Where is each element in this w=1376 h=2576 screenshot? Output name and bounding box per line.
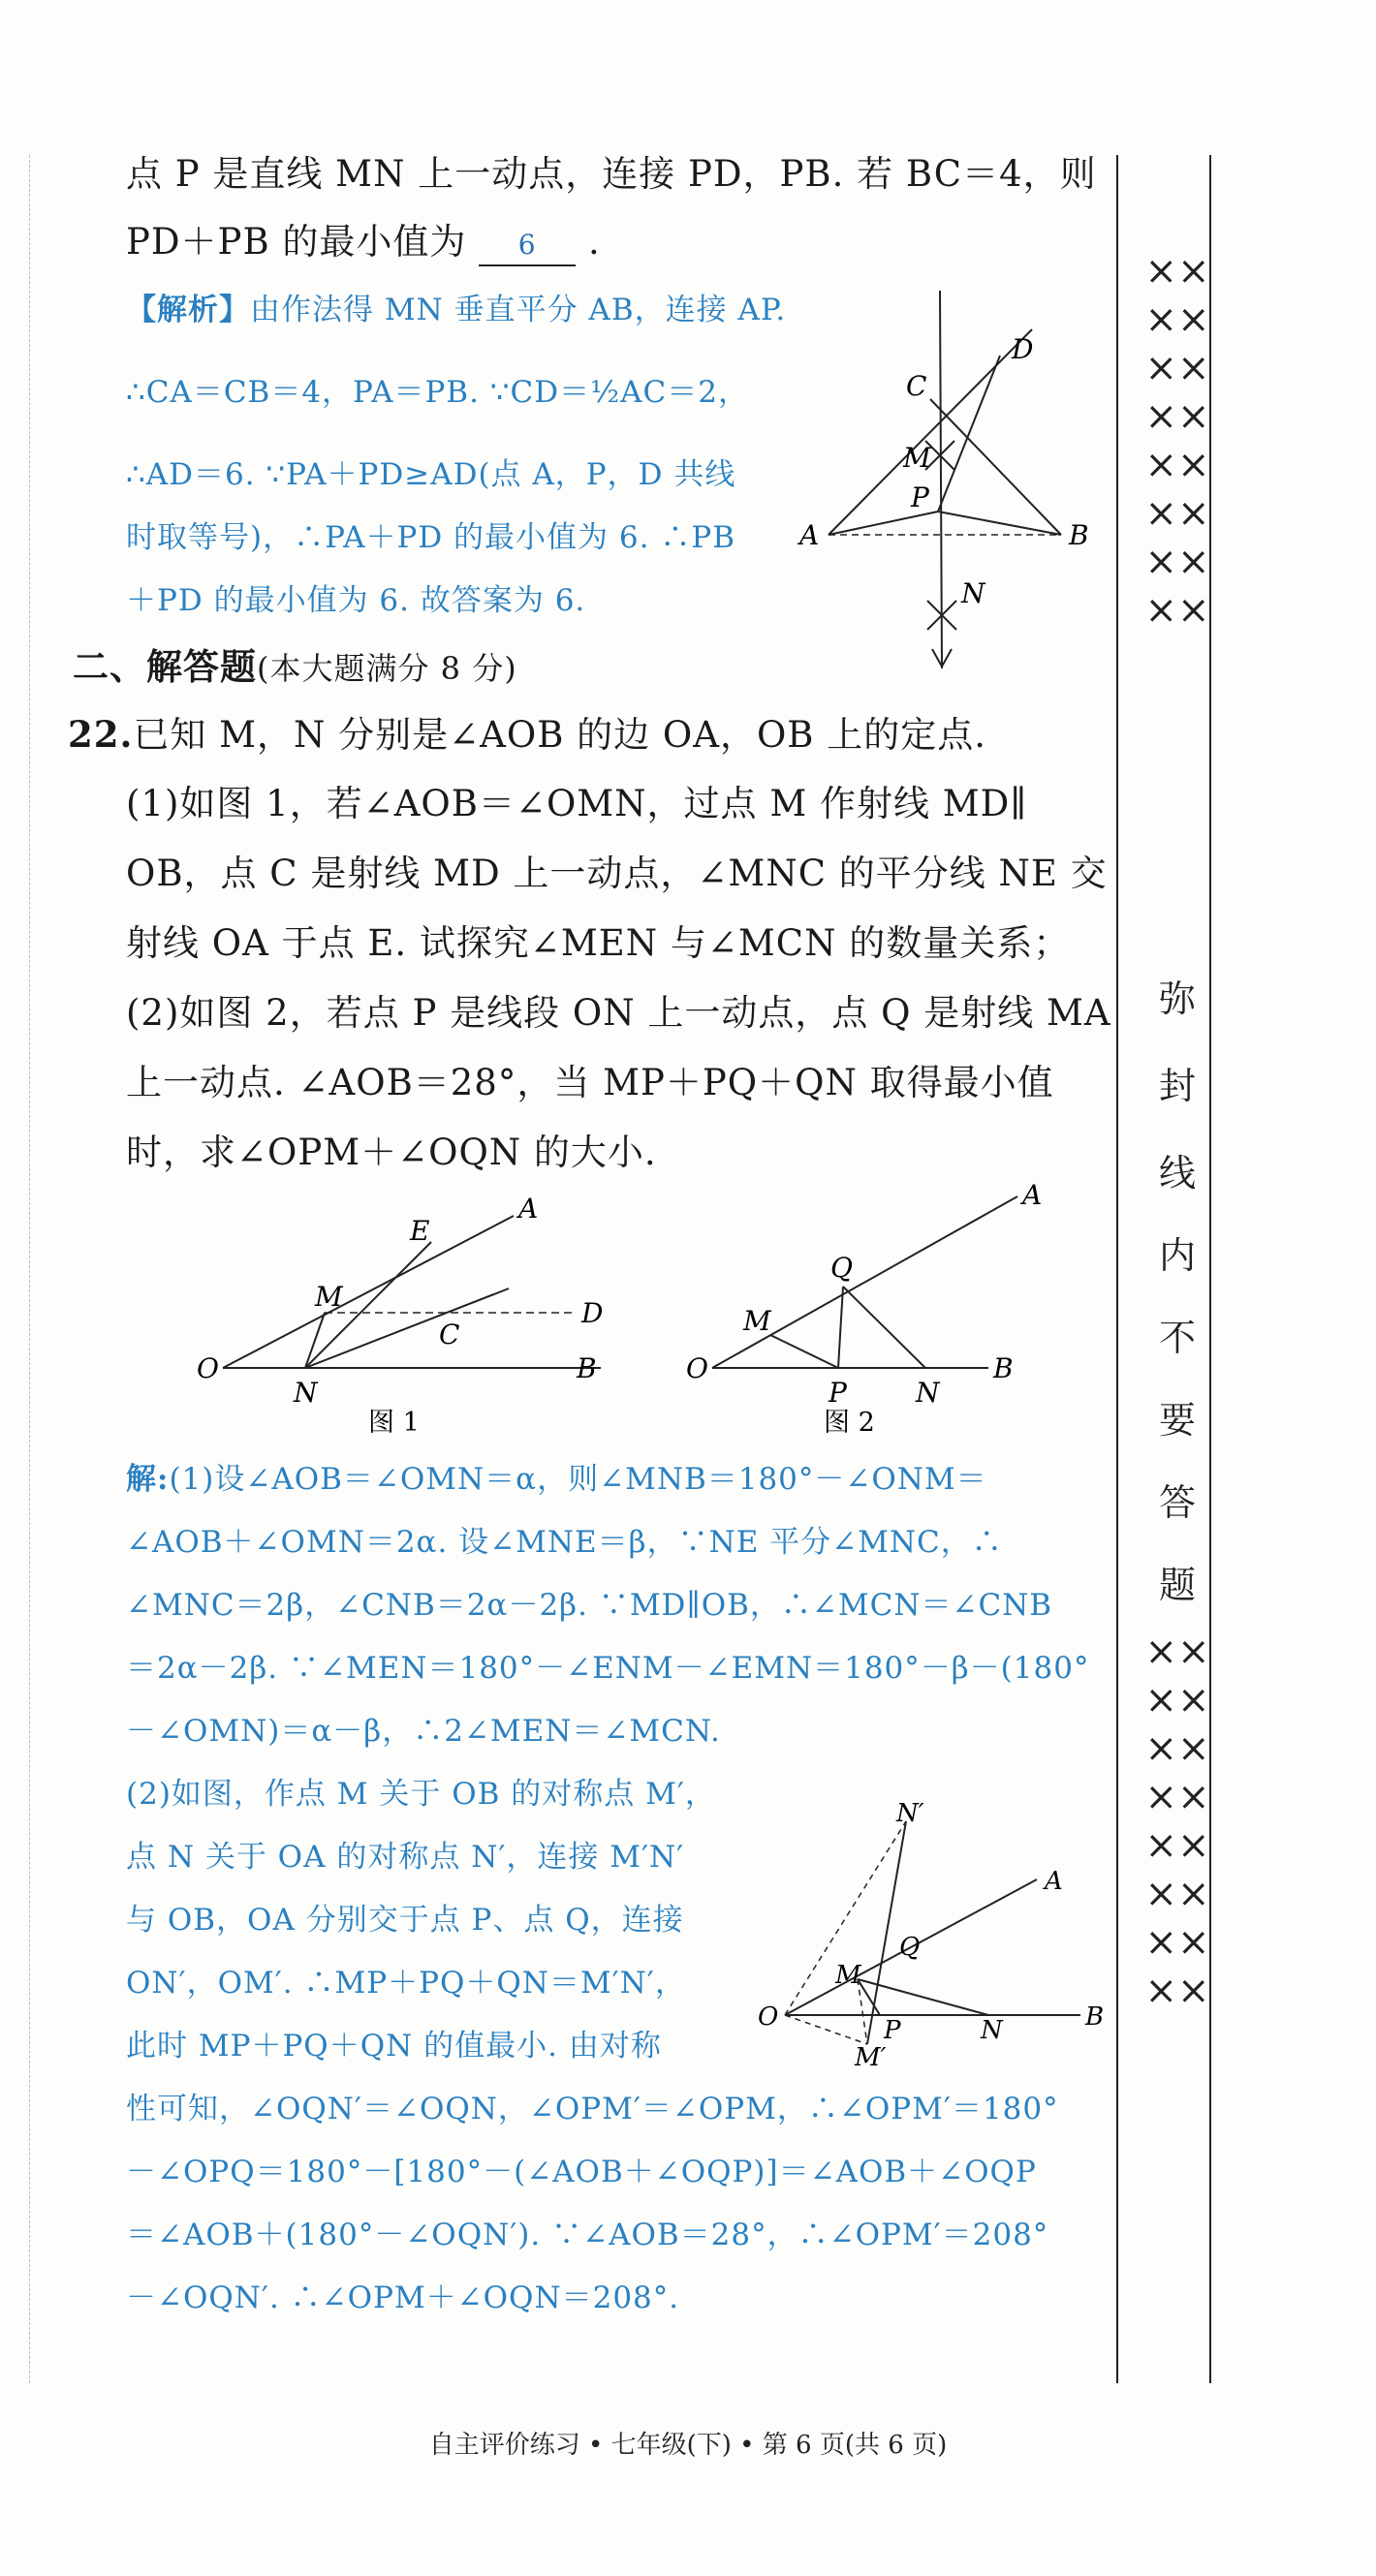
seal-char-7: 题: [1158, 1564, 1196, 1606]
fig2-label-n: N: [916, 1377, 940, 1409]
seal-char-4: 不: [1158, 1317, 1196, 1359]
fig1-label-b: B: [577, 1352, 597, 1384]
label-p: P: [911, 481, 929, 513]
section-heading: [73, 637, 517, 698]
line-ad: [829, 329, 1032, 535]
seal-char-2: 线: [1158, 1152, 1196, 1195]
ray-oa: [712, 1196, 1017, 1368]
q22-number: 22.: [68, 713, 134, 756]
label-a: A: [799, 519, 820, 551]
seal-char-3: 内: [1158, 1234, 1196, 1277]
q21-line2-suffix: .: [587, 221, 601, 263]
fig1-label-m: M: [315, 1281, 343, 1313]
segment-mp: [770, 1335, 838, 1368]
q21-line1: 点 P 是直线 MN 上一动点，连接 PD，PB. 若 BC＝4，则: [126, 153, 1097, 195]
section-subtitle: (本大题满分 8 分): [257, 650, 517, 687]
seal-char-5: 要: [1158, 1399, 1196, 1442]
fig2-label-b: B: [993, 1352, 1014, 1384]
fig2-caption: 图 2: [824, 1408, 875, 1438]
section-title: 二、解答题: [73, 645, 257, 688]
q22-l1: 已知 M，N 分别是∠AOB 的边 OA，OB 上的定点.: [133, 714, 987, 756]
q22-l5: (2)如图 2，若点 P 是线段 ON 上一动点，点 Q 是射线 MA: [126, 992, 1111, 1034]
binding-rule-inner: [1116, 155, 1118, 2383]
fig1-label-n: N: [294, 1377, 318, 1409]
sol-label-a: A: [1045, 1867, 1063, 1896]
fig1-label-d: D: [581, 1297, 604, 1329]
seal-char-6: 答: [1158, 1481, 1196, 1524]
fig2-label-p: P: [829, 1377, 847, 1409]
q21-answer: 6: [479, 226, 576, 266]
sol-label-p: P: [884, 2016, 901, 2045]
fig1-label-o: O: [197, 1352, 219, 1384]
segment-pd: [938, 356, 1000, 512]
q22-line1: [68, 705, 986, 764]
q22-l7: 时，求∠OPM＋∠OQN 的大小.: [126, 1132, 657, 1173]
segment-pq: [838, 1287, 843, 1368]
analysis-l1: 由作法得 MN 垂直平分 AB，连接 AP.: [250, 293, 787, 327]
fig1-caption: 图 1: [368, 1408, 420, 1438]
segment-om-prime: [785, 2015, 867, 2044]
fig2-label-a: A: [1022, 1179, 1043, 1211]
solution-p2-3: ON′，OM′. ∴MP＋PQ＋QN＝M′N′，: [126, 1966, 686, 2001]
solution-p1-1: ∠AOB＋∠OMN＝2α. 设∠MNE＝β，∵NE 平分∠MNC，∴: [126, 1525, 1003, 1560]
sol-label-b: B: [1085, 2002, 1105, 2032]
q21-line2: [126, 213, 601, 271]
label-b: B: [1069, 519, 1089, 551]
seal-char-1: 封: [1158, 1065, 1196, 1107]
solution-p2-4: 此时 MP＋PQ＋QN 的值最小. 由对称: [126, 2029, 662, 2064]
segment-qn: [843, 1287, 925, 1368]
q22-l2: (1)如图 1，若∠AOB＝∠OMN，过点 M 作射线 MD∥: [126, 783, 1028, 824]
solution-p2-0: (2)如图，作点 M 关于 OB 的对称点 M′，: [126, 1777, 716, 1812]
fig1-label-a: A: [518, 1193, 539, 1225]
ray-oa: [223, 1216, 514, 1368]
solution-p2-full-0: 性可知，∠OQN′＝∠OQN，∠OPM′＝∠OPM，∴∠OPM′＝180°: [126, 2092, 1059, 2126]
solution-tag: 解:: [126, 1462, 170, 1497]
solution-p2-full-2: ＝∠AOB＋(180°－∠OQN′). ∵∠AOB＝28°，∴∠OPM′＝208°: [126, 2218, 1049, 2252]
fig2-label-o: O: [686, 1352, 708, 1384]
fig1-label-e: E: [410, 1215, 430, 1247]
label-d: D: [1012, 333, 1034, 365]
solution-p1-3: ＝2α－2β. ∵∠MEN＝180°－∠ENM－∠EMN＝180°－β－(180°: [126, 1651, 1090, 1686]
sol-label-o: O: [758, 2002, 779, 2032]
solution-p2-full-1: －∠OPQ＝180°－[180°－(∠AOB＋∠OQP)]＝∠AOB＋∠OQP: [126, 2155, 1037, 2189]
binding-crosses-top: ××××××××××××××××: [1144, 249, 1210, 633]
label-m: M: [903, 442, 931, 474]
segment-ap: [829, 512, 938, 535]
label-c: C: [906, 370, 927, 402]
figure-1: [189, 1187, 615, 1439]
analysis-l3: ∴AD＝6. ∵PA＋PD≥AD(点 A，P，D 共线: [126, 457, 736, 492]
analysis-l5: ＋PD 的最小值为 6. 故答案为 6.: [126, 583, 586, 618]
seal-char-0: 弥: [1158, 978, 1196, 1020]
sol-label-n: N: [981, 2016, 1003, 2045]
q22-l6: 上一动点. ∠AOB＝28°，当 MP＋PQ＋QN 取得最小值: [126, 1062, 1054, 1103]
q22-l4: 射线 OA 于点 E. 试探究∠MEN 与∠MCN 的数量关系；: [126, 922, 1071, 964]
segment-mn: [305, 1313, 325, 1368]
solution-p1-4: －∠OMN)＝α－β，∴2∠MEN＝∠MCN.: [126, 1714, 721, 1749]
sol-label-n-prime: N′: [896, 1802, 924, 1828]
analysis-l4: 时取等号)，∴PA＋PD 的最小值为 6. ∴PB: [126, 520, 735, 555]
page-footer: 自主评价练习 • 七年级(下) • 第 6 页(共 6 页): [428, 2431, 948, 2460]
label-n: N: [961, 577, 985, 609]
solution-p1-2: ∠MNC＝2β，∠CNB＝2α－2β. ∵MD∥OB，∴∠MCN＝∠CNB: [126, 1588, 1053, 1623]
q22-l3: OB，点 C 是射线 MD 上一动点，∠MNC 的平分线 NE 交: [126, 853, 1108, 894]
fig1-label-c: C: [439, 1319, 460, 1350]
solution-p2-1: 点 N 关于 OA 的对称点 N′，连接 M′N′: [126, 1840, 685, 1875]
solution-p1-l1: [126, 1450, 987, 1508]
sol-label-q: Q: [899, 1933, 921, 1962]
q21-line2-prefix: PD＋PB 的最小值为: [126, 221, 467, 263]
analysis-tag: 【解析】: [126, 293, 250, 327]
fig2-label-m: M: [743, 1305, 771, 1337]
solution-p2-2: 与 OB，OA 分别交于点 P、点 Q，连接: [126, 1903, 684, 1938]
figure-2: [678, 1177, 1066, 1439]
fig2-label-q: Q: [830, 1252, 853, 1284]
binding-crosses-bottom: ××××××××××××××××: [1144, 1629, 1210, 2013]
analysis-figure: [795, 281, 1114, 688]
sol-label-m-prime: M′: [855, 2043, 887, 2072]
left-margin-line: [29, 155, 30, 2383]
perpendicular-bisector-mn: [940, 291, 942, 668]
sol-label-m: M: [835, 1961, 861, 1990]
analysis-line1: [126, 281, 786, 339]
solution-figure: [756, 1802, 1105, 2073]
solution-p2-full-3: －∠OQN′. ∴∠OPM＋∠OQN＝208°.: [126, 2281, 680, 2315]
analysis-l2: ∴CA＝CB＝4，PA＝PB. ∵CD＝½AC＝2，: [126, 375, 749, 410]
solution-p1-0: (1)设∠AOB＝∠OMN＝α，则∠MNB＝180°－∠ONM＝: [169, 1462, 987, 1497]
